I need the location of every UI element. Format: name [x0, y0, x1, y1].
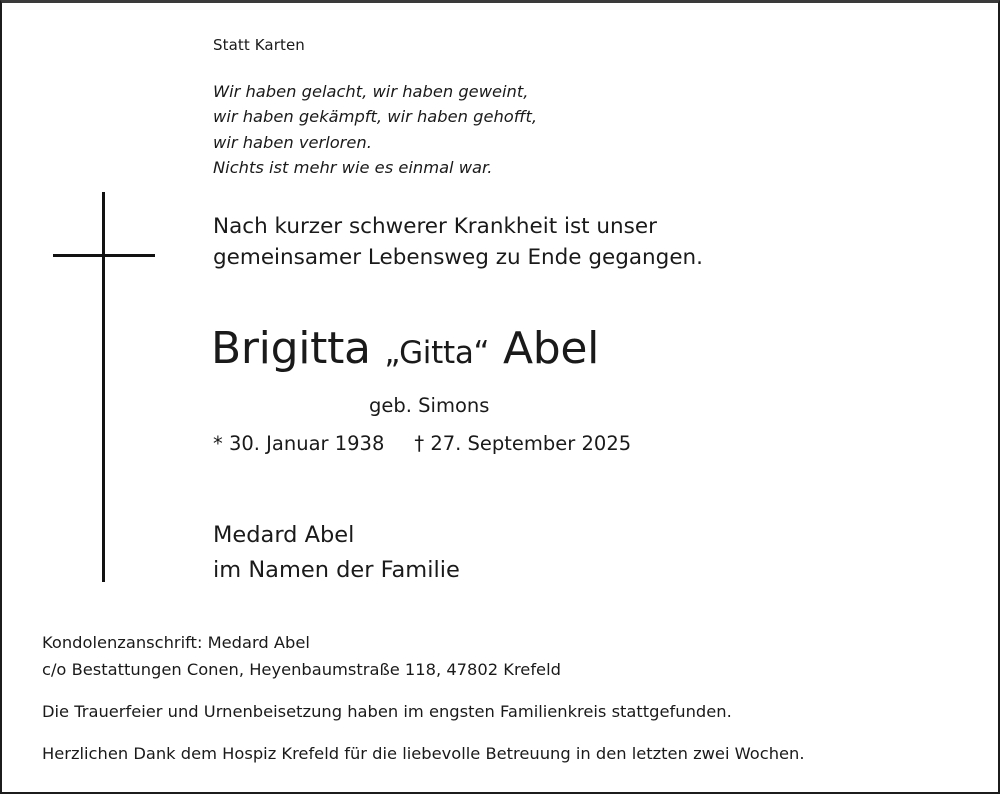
notice-header: Statt Karten [213, 36, 305, 54]
poem-line: wir haben gekämpft, wir haben gehofft, [213, 107, 538, 127]
deceased-name [211, 321, 599, 381]
nickname: „Gitta“ [384, 335, 490, 371]
cross-icon [102, 192, 105, 582]
first-name: Brigitta [211, 323, 371, 374]
maiden-name: geb. Simons [369, 394, 490, 417]
thanks-note: Herzlichen Dank dem Hospiz Krefeld für die liebevolle Betreuung in den letzten zwei Wochen. [42, 744, 805, 763]
intro-line: Nach kurzer schwerer Krankheit ist unser [213, 214, 657, 239]
poem-line: wir haben verloren. [213, 132, 372, 152]
ceremony-note: Die Trauerfeier und Urnenbeisetzung haben im engsten Familienkreis stattgefunden. [42, 702, 732, 721]
signature [213, 518, 460, 588]
death-date: † 27. September 2025 [414, 432, 632, 455]
signature-name: Medard Abel [213, 522, 355, 548]
address-line: c/o Bestattungen Conen, Heyenbaumstraße 118, 47802 Krefeld [42, 660, 561, 679]
life-dates [213, 432, 631, 455]
last-name: Abel [502, 323, 600, 374]
condolence-address: Kondolenzanschrift: Medard Abel [42, 633, 310, 652]
intro-text [213, 211, 703, 273]
poem [213, 79, 537, 180]
birth-date: * 30. Januar 1938 [213, 432, 385, 455]
signature-family: im Namen der Familie [213, 557, 460, 583]
intro-line: gemeinsamer Lebensweg zu Ende gegangen. [213, 245, 704, 270]
poem-line: Wir haben gelacht, wir haben geweint, [213, 82, 529, 101]
cross-icon-bar [53, 254, 155, 257]
poem-line: Nichts ist mehr wie es einmal war. [213, 157, 493, 177]
